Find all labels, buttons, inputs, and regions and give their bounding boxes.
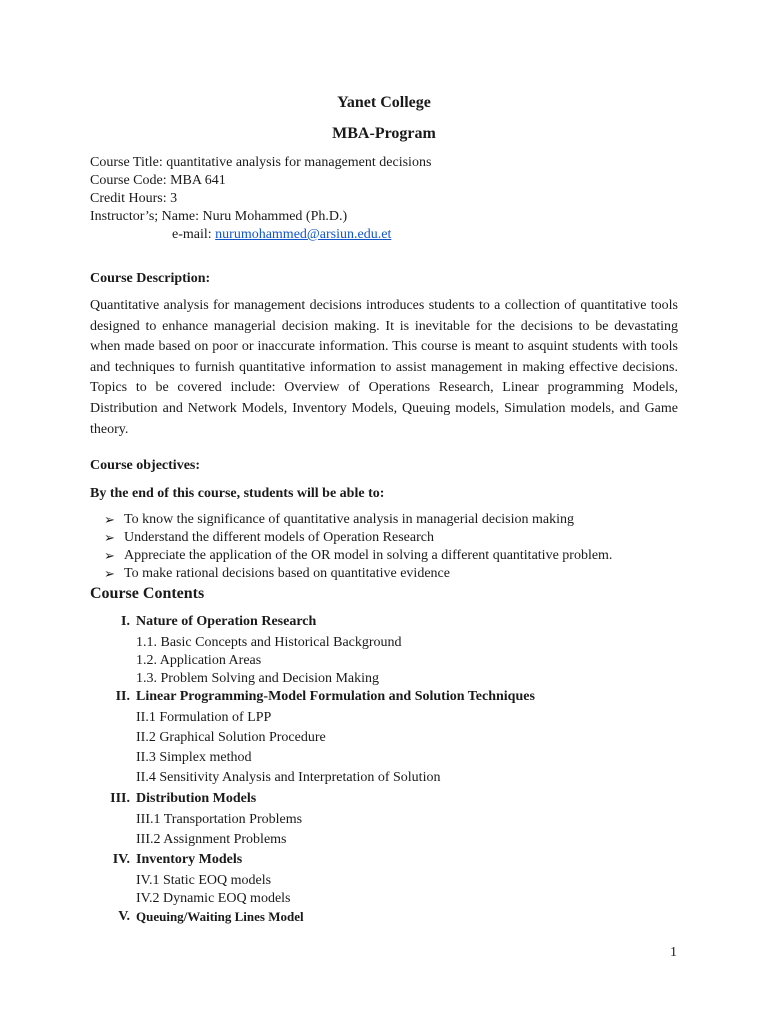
instructor-name: Instructor’s; Name: Nuru Mohammed (Ph.D.) xyxy=(90,209,348,224)
section-title: Nature of Operation Research xyxy=(136,614,317,629)
page-number: 1 xyxy=(670,945,677,960)
section-title: Inventory Models xyxy=(136,852,243,867)
bullet-arrow-icon: ➢ xyxy=(104,548,115,563)
section-number: I. xyxy=(121,614,130,629)
subsection-item: II.3 Simplex method xyxy=(136,750,252,765)
course-title: Course Title: quantitative analysis for management decisions xyxy=(90,155,432,170)
email-link[interactable]: nurumohammed@arsiun.edu.et xyxy=(215,227,392,242)
email-line xyxy=(172,227,391,243)
subsection-item: III.2 Assignment Problems xyxy=(136,832,287,847)
section-number: IV. xyxy=(112,852,130,867)
subsection-item: III.1 Transportation Problems xyxy=(136,812,303,827)
bullet-arrow-icon: ➢ xyxy=(104,530,115,545)
program-title: MBA-Program xyxy=(332,125,436,142)
section-number: II. xyxy=(115,689,130,704)
description-heading: Course Description: xyxy=(90,271,211,286)
objective-item: To make rational decisions based on quantitative evidence xyxy=(124,566,450,581)
subsection-item: 1.3. Problem Solving and Decision Making xyxy=(136,671,380,686)
subsection-item: II.2 Graphical Solution Procedure xyxy=(136,730,326,745)
subsection-item: 1.1. Basic Concepts and Historical Background xyxy=(136,635,402,650)
email-label: e-mail: xyxy=(172,227,216,242)
section-title: Linear Programming-Model Formulation and Solution Techniques xyxy=(136,689,535,704)
subsection-item: II.4 Sensitivity Analysis and Interpretation of Solution xyxy=(136,770,441,785)
subsection-item: IV.1 Static EOQ models xyxy=(136,873,272,888)
objective-item: To know the significance of quantitative analysis in managerial decision making xyxy=(124,512,575,527)
objective-item: Appreciate the application of the OR model in solving a different quantitative problem. xyxy=(124,548,613,563)
description-text: Quantitative analysis for management decisions introduces students to a collection of quantitative tools designed to enhance managerial decision making. It is inevitable for the decisions to be devastating when made based on poor or inaccurate information. This course is meant to asquint students with tools and techniques to furnish quantitative information to assist management in making effective decisions. Topics to be covered include: Overview of Operations Research, Linear programming Models, Distribution and Network Models, Inventory Models, Queuing models, Simulation models, and Game theory. xyxy=(90,298,678,437)
section-title: Distribution Models xyxy=(136,791,257,806)
section-number: V. xyxy=(118,909,130,924)
section-title: Queuing/Waiting Lines Model xyxy=(136,909,304,924)
course-code: Course Code: MBA 641 xyxy=(90,173,226,188)
subsection-item: IV.2 Dynamic EOQ models xyxy=(136,891,291,906)
subsection-item: 1.2. Application Areas xyxy=(136,653,262,668)
bullet-arrow-icon: ➢ xyxy=(104,566,115,581)
objectives-intro: By the end of this course, students will be able to: xyxy=(90,486,385,501)
subsection-item: II.1 Formulation of LPP xyxy=(136,710,272,725)
objective-item: Understand the different models of Operation Research xyxy=(124,530,434,545)
credit-hours: Credit Hours: 3 xyxy=(90,191,178,206)
objectives-heading: Course objectives: xyxy=(90,458,201,473)
college-name: Yanet College xyxy=(337,94,431,111)
bullet-arrow-icon: ➢ xyxy=(104,512,115,527)
contents-heading: Course Contents xyxy=(90,585,205,602)
section-number: III. xyxy=(110,791,130,806)
